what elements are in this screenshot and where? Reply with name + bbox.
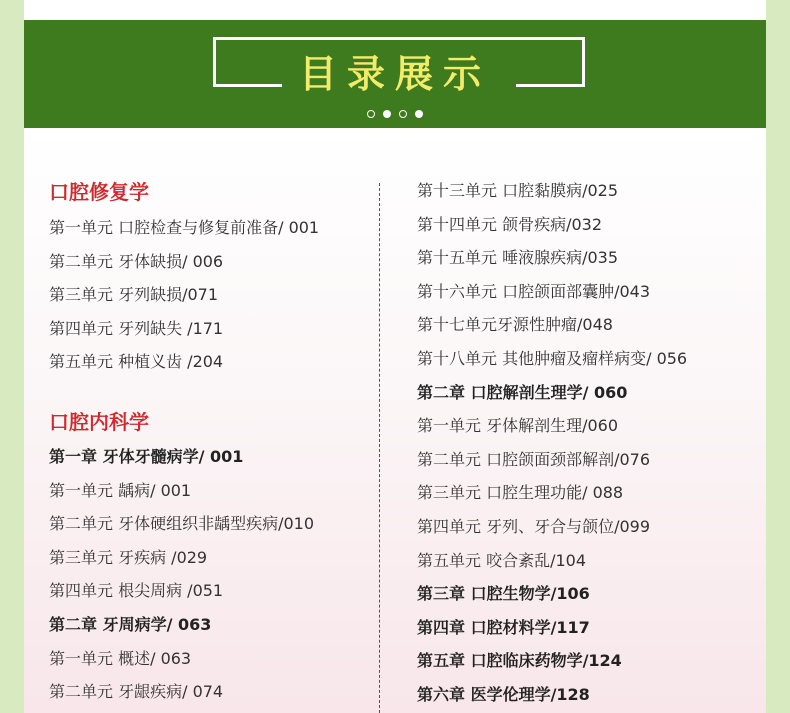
toc-entry: 第一单元 口腔检查与修复前准备/ 001 [49, 218, 320, 237]
toc-entry: 第二单元 牙龈疾病/ 074 [49, 682, 224, 701]
toc-chapter: 第六章 医学伦理学/128 [417, 685, 590, 704]
banner-title: 目录展示 [298, 51, 491, 96]
toc-entry: 第十八单元 其他肿瘤及瘤样病变/ 056 [417, 349, 688, 368]
catalog-banner [24, 20, 766, 128]
toc-entry: 第十六单元 口腔颌面部囊肿/043 [417, 282, 651, 301]
toc-entry: 第三单元 牙列缺损/071 [49, 285, 219, 304]
toc-entry: 第三单元 牙疾病 /029 [49, 548, 208, 567]
toc-entry: 第十七单元牙源性肿瘤/048 [417, 315, 613, 334]
top-card-edge [24, 0, 766, 20]
carousel-dot-2[interactable] [383, 110, 391, 118]
carousel-dot-4[interactable] [415, 110, 423, 118]
carousel-dots [24, 110, 766, 118]
toc-entry: 第五单元 种植义齿 /204 [49, 352, 224, 371]
carousel-dot-1[interactable] [367, 110, 375, 118]
toc-chapter: 第四章 口腔材料学/117 [417, 618, 590, 637]
toc-entry: 第一单元 牙体解剖生理/060 [417, 416, 619, 435]
toc-entry: 第五单元 咬合紊乱/104 [417, 551, 587, 570]
toc-chapter: 第二章 口腔解剖生理学/ 060 [417, 383, 628, 402]
toc-chapter: 第一章 牙体牙髓病学/ 001 [49, 447, 244, 466]
toc-entry: 第四单元 牙列缺失 /171 [49, 319, 224, 338]
toc-entry: 第四单元 牙列、牙合与颌位/099 [417, 517, 651, 536]
toc-entry: 第十四单元 颌骨疾病/032 [417, 215, 603, 234]
section-heading-oral-medicine: 口腔内科学 [49, 410, 149, 434]
toc-entry: 第一单元 龋病/ 001 [49, 481, 192, 500]
toc-entry: 第十五单元 唾液腺疾病/035 [417, 248, 619, 267]
section-heading-prosthodontics: 口腔修复学 [49, 180, 149, 204]
toc-entry: 第三单元 口腔生理功能/ 088 [417, 483, 624, 502]
toc-entry: 第二单元 牙体缺损/ 006 [49, 252, 224, 271]
toc-entry: 第一单元 概述/ 063 [49, 649, 192, 668]
carousel-dot-3[interactable] [399, 110, 407, 118]
catalog-panel [24, 128, 766, 713]
column-divider [379, 183, 380, 713]
toc-entry: 第四单元 根尖周病 /051 [49, 581, 224, 600]
toc-entry: 第二单元 牙体硬组织非龋型疾病/010 [49, 514, 315, 533]
toc-chapter: 第三章 口腔生物学/106 [417, 584, 590, 603]
toc-chapter: 第五章 口腔临床药物学/124 [417, 651, 622, 670]
toc-entry: 第十三单元 口腔黏膜病/025 [417, 181, 619, 200]
toc-chapter: 第二章 牙周病学/ 063 [49, 615, 212, 634]
toc-entry: 第二单元 口腔颌面颈部解剖/076 [417, 450, 651, 469]
